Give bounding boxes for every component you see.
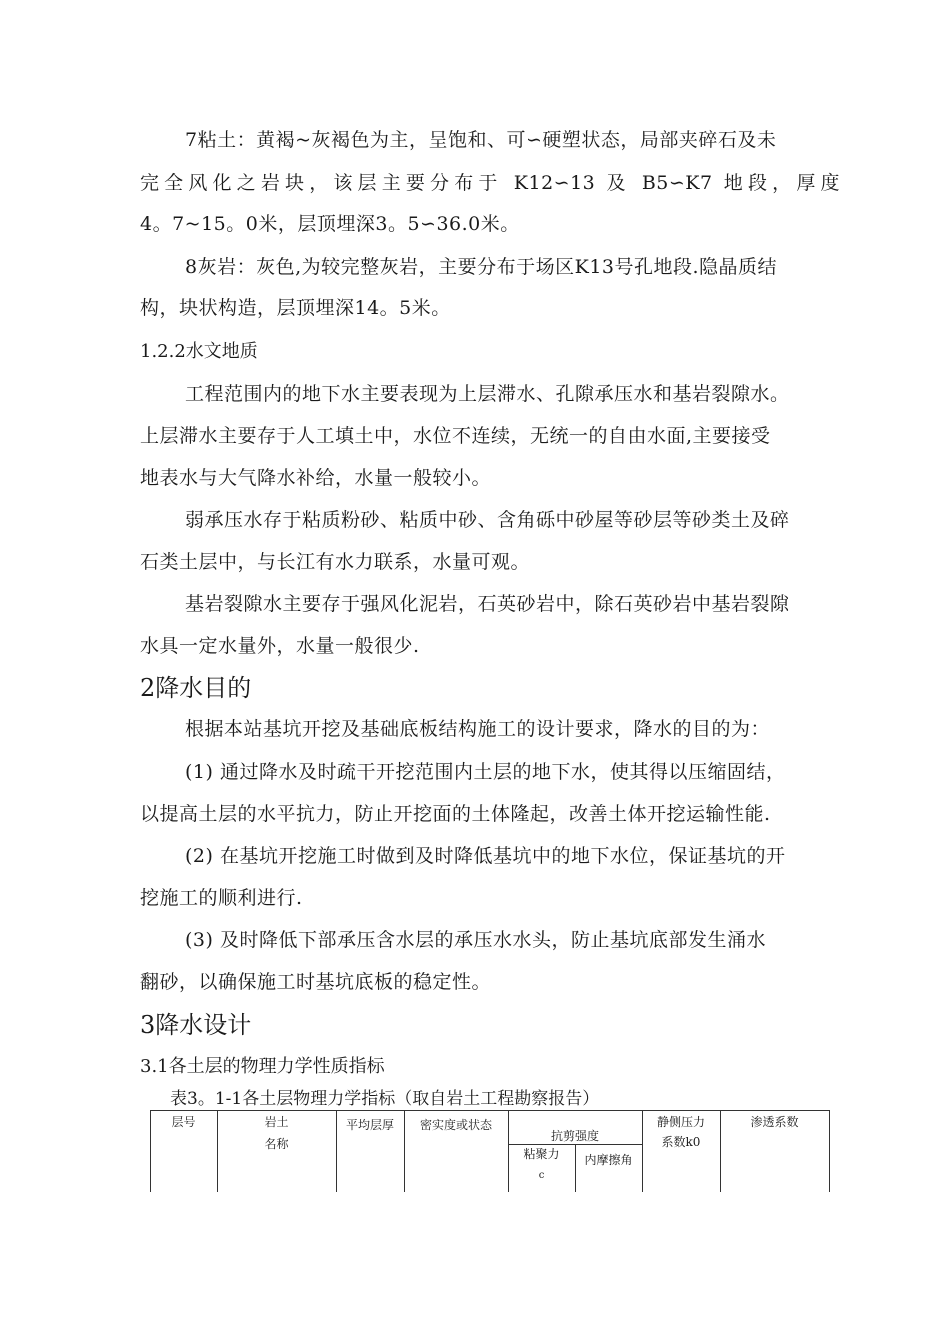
header-rock-soil: 岩土 — [264, 1115, 289, 1129]
paragraph-line: 以提高土层的水平抗力，防止开挖面的土体隆起，改善土体开挖运输性能. — [140, 803, 771, 825]
header-friction-angle: 内摩擦角 — [584, 1153, 633, 1167]
paragraph-line: 水具一定水量外，水量一般很少. — [140, 635, 420, 657]
header-layer-no: 层号 — [171, 1115, 196, 1129]
header-shear-strength: 抗剪强度 — [550, 1129, 599, 1143]
table-border-right — [829, 1110, 830, 1192]
paragraph-line: 基岩裂隙水主要存于强风化泥岩，石英砂岩中，除石英砂岩中基岩裂隙 — [185, 593, 790, 615]
paragraph-line: 构，块状构造，层顶埋深14。5米。 — [140, 297, 451, 319]
header-avg-thickness: 平均层厚 — [345, 1118, 394, 1132]
header-static-lateral: 静侧压力 — [656, 1115, 705, 1129]
paragraph-line: 完全风化之岩块，该层主要分布于 K12∽13 及 B5∽K7 地段，厚度 — [140, 172, 840, 194]
paragraph-line: (2) 在基坑开挖施工时做到及时降低基坑中的地下水位，保证基坑的开 — [185, 845, 786, 867]
paragraph-line: (1) 通过降水及时疏干开挖范围内土层的地下水，使其得以压缩固结， — [185, 761, 786, 783]
soil-properties-table — [150, 1110, 830, 1192]
heading-3: 3降水设计 — [140, 1011, 252, 1039]
header-name: 名称 — [264, 1137, 289, 1151]
paragraph-line: 根据本站基坑开挖及基础底板结构施工的设计要求，降水的目的为： — [185, 718, 771, 740]
section-heading-3-1: 3.1各土层的物理力学性质指标 — [140, 1056, 385, 1077]
table-border-top — [150, 1110, 830, 1111]
paragraph-line: 弱承压水存于粘质粉砂、粘质中砂、含角砾中砂屋等砂层等砂类土及碎 — [185, 509, 790, 531]
paragraph-line: 上层滞水主要存于人工填土中，水位不连续，无统一的自由水面,主要接受 — [140, 425, 771, 447]
paragraph-line: 8灰岩：灰色,为较完整灰岩，主要分布于场区K13号孔地段.隐晶质结 — [185, 256, 778, 278]
header-permeability: 渗透系数 — [750, 1115, 799, 1129]
heading-2: 2降水目的 — [140, 674, 252, 702]
paragraph-line: 4。7~15。0米，层顶埋深3。5∽36.0米。 — [140, 213, 520, 235]
table-caption: 表3。1-1各土层物理力学指标（取自岩土工程勘察报告） — [170, 1089, 600, 1109]
paragraph-line: 7粘土：黄褐~灰褐色为主，呈饱和、可∽硬塑状态，局部夹碎石及未 — [185, 129, 777, 151]
paragraph-line: 地表水与大气降水补给，水量一般较小。 — [140, 467, 492, 489]
paragraph-line: 石类土层中，与长江有水力联系，水量可观。 — [140, 551, 531, 573]
paragraph-line: (3) 及时降低下部承压含水层的承压水水头，防止基坑底部发生涌水 — [185, 929, 766, 951]
paragraph-line: 工程范围内的地下水主要表现为上层滞水、孔隙承压水和基岩裂隙水。 — [185, 383, 790, 405]
header-density-state: 密实度或状态 — [419, 1118, 492, 1132]
paragraph-line: 翻砂，以确保施工时基坑底板的稳定性。 — [140, 971, 492, 993]
paragraph-line: 挖施工的顺利进行. — [140, 887, 303, 909]
header-cohesion: 粘聚力 — [523, 1147, 560, 1161]
header-cohesion-symbol: c — [538, 1170, 545, 1181]
section-heading-1-2-2: 1.2.2水文地质 — [140, 341, 258, 362]
header-k0: 系数k0 — [661, 1135, 701, 1149]
